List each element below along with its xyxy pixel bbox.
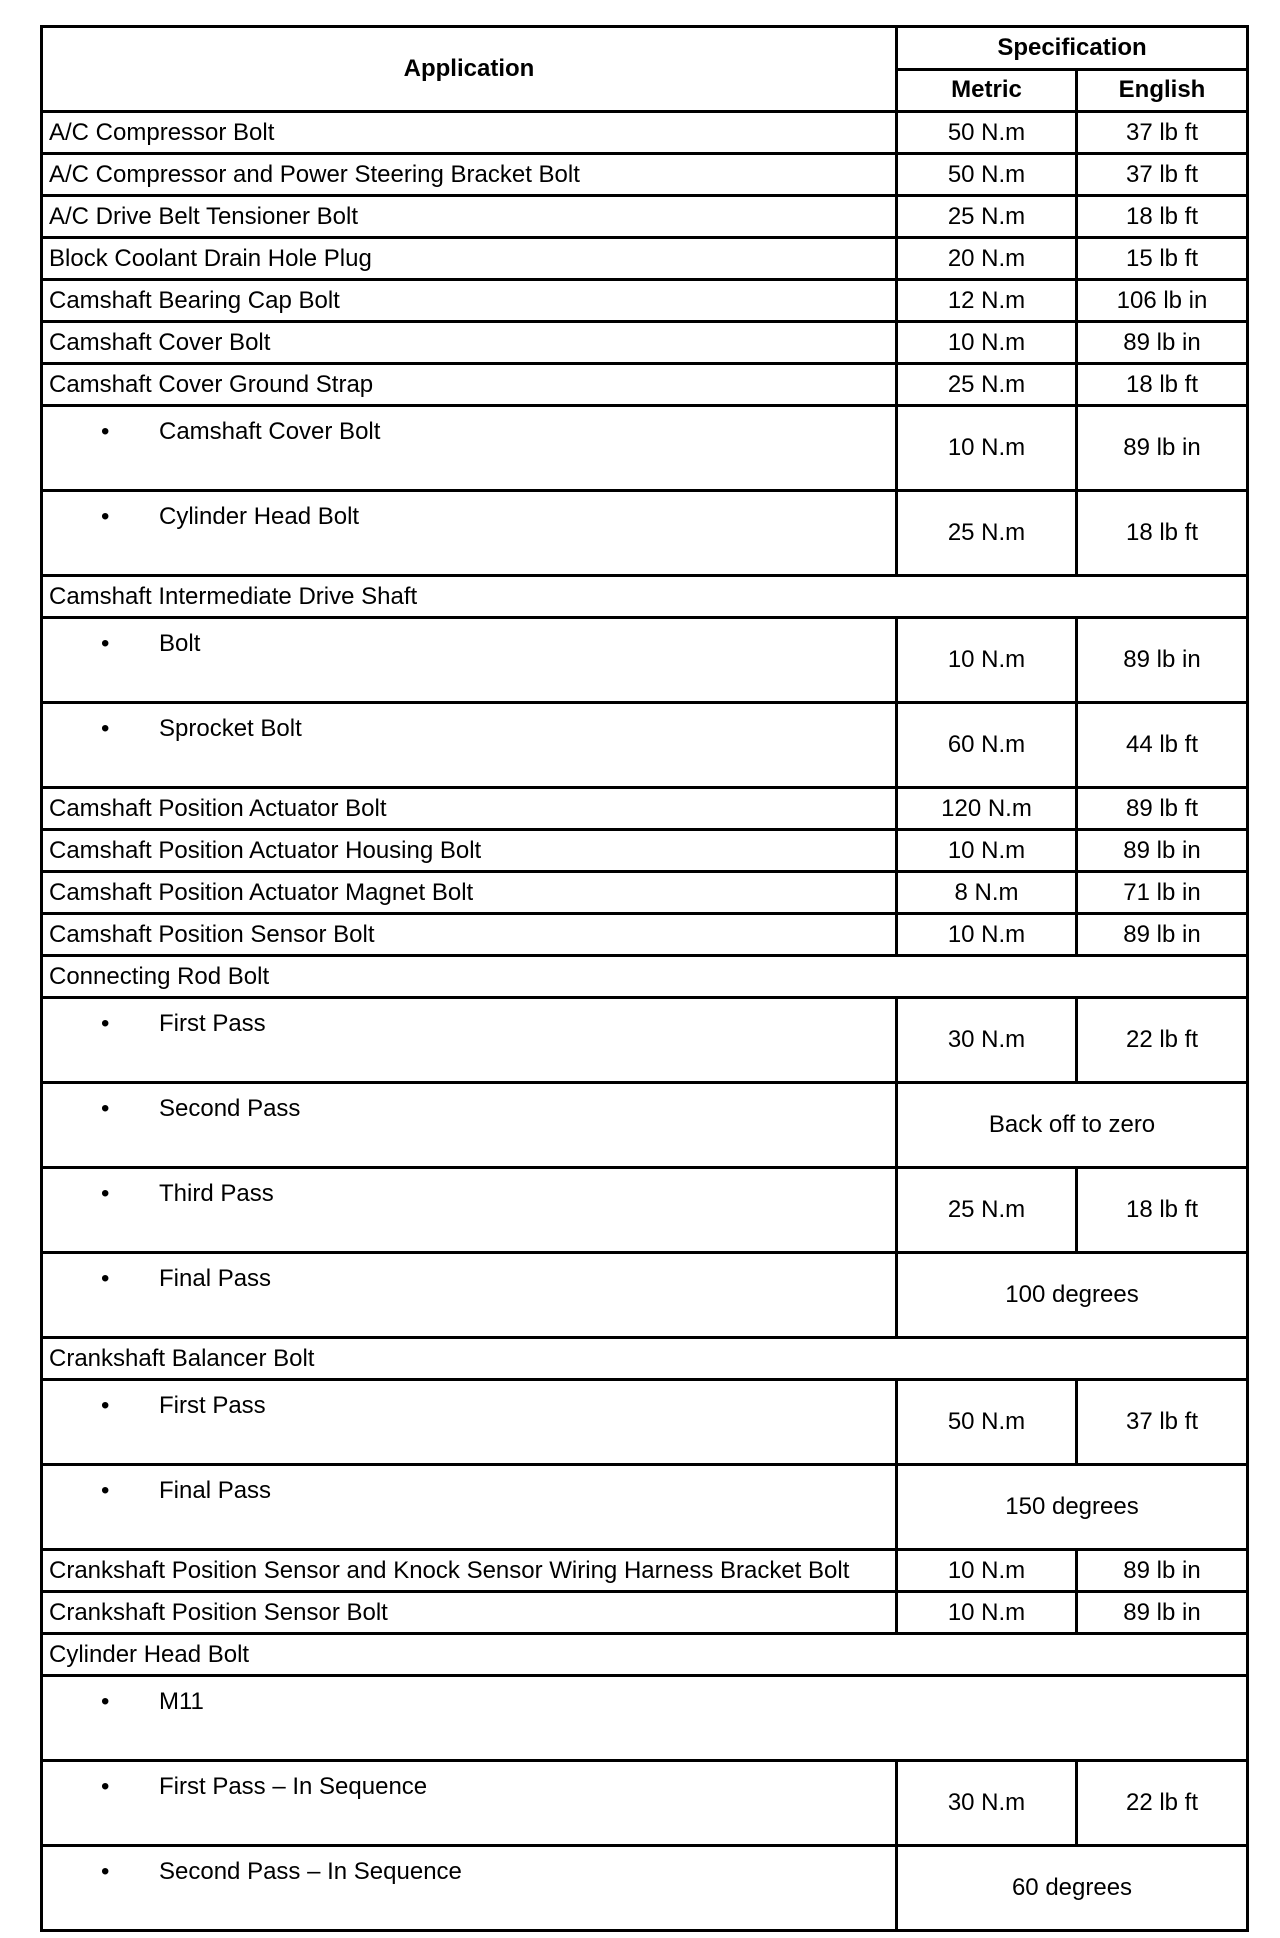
english-value: 89 lb in (1077, 1550, 1248, 1592)
application-label: Bolt (159, 630, 201, 657)
english-value: 89 lb in (1077, 618, 1248, 703)
metric-value: 10 N.m (897, 830, 1077, 872)
application-cell: A/C Drive Belt Tensioner Bolt (42, 196, 897, 238)
table-row (42, 1253, 1248, 1338)
metric-value: 10 N.m (897, 322, 1077, 364)
english-value: 37 lb ft (1077, 112, 1248, 154)
spec-value: Back off to zero (897, 1083, 1248, 1168)
metric-value: 50 N.m (897, 154, 1077, 196)
application-cell: A/C Compressor Bolt (42, 112, 897, 154)
english-header: English (1077, 69, 1248, 112)
table-row (42, 956, 1248, 998)
table-body (42, 112, 1248, 1931)
metric-value: 20 N.m (897, 238, 1077, 280)
bullet-icon: • (101, 1477, 110, 1504)
metric-value: 10 N.m (897, 406, 1077, 491)
table-row (42, 1676, 1248, 1761)
english-value: 89 lb in (1077, 406, 1248, 491)
english-value: 37 lb ft (1077, 154, 1248, 196)
metric-value: 8 N.m (897, 872, 1077, 914)
table-row (42, 1380, 1248, 1465)
english-value: 18 lb ft (1077, 1168, 1248, 1253)
table-row (42, 1168, 1248, 1253)
application-cell (42, 1083, 897, 1168)
application-label: Third Pass (159, 1180, 274, 1207)
application-label: Final Pass (159, 1265, 272, 1292)
english-value: 89 lb in (1077, 914, 1248, 956)
bullet-icon: • (101, 1010, 110, 1037)
application-cell (42, 1846, 897, 1931)
english-value: 89 lb ft (1077, 788, 1248, 830)
table-row (42, 872, 1248, 914)
table-row (42, 364, 1248, 406)
table-row (42, 914, 1248, 956)
english-value: 22 lb ft (1077, 998, 1248, 1083)
table-row (42, 998, 1248, 1083)
table-row (42, 618, 1248, 703)
application-label: First Pass – In Sequence (159, 1773, 428, 1800)
bullet-icon: • (101, 715, 110, 742)
table-row (42, 1592, 1248, 1634)
application-cell (42, 1253, 897, 1338)
application-cell: Block Coolant Drain Hole Plug (42, 238, 897, 280)
english-value: 44 lb ft (1077, 703, 1248, 788)
metric-value: 25 N.m (897, 491, 1077, 576)
application-cell: Camshaft Bearing Cap Bolt (42, 280, 897, 322)
application-label: M11 (159, 1688, 204, 1715)
metric-header: Metric (897, 69, 1077, 112)
application-cell: Camshaft Cover Ground Strap (42, 364, 897, 406)
application-cell (42, 406, 897, 491)
table-row (42, 280, 1248, 322)
application-cell (42, 1676, 1248, 1761)
table-row (42, 491, 1248, 576)
application-cell: Cylinder Head Bolt (42, 1634, 1248, 1676)
metric-value: 25 N.m (897, 364, 1077, 406)
table-row (42, 1761, 1248, 1846)
table-row (42, 1338, 1248, 1380)
application-cell (42, 618, 897, 703)
table-row (42, 322, 1248, 364)
application-label: First Pass (159, 1010, 266, 1037)
table-row (42, 112, 1248, 154)
english-value: 18 lb ft (1077, 364, 1248, 406)
metric-value: 50 N.m (897, 1380, 1077, 1465)
table-header (42, 27, 1248, 112)
metric-value: 50 N.m (897, 112, 1077, 154)
metric-value: 30 N.m (897, 1761, 1077, 1846)
metric-value: 25 N.m (897, 1168, 1077, 1253)
application-label: Second Pass – In Sequence (159, 1858, 462, 1885)
application-cell: Camshaft Intermediate Drive Shaft (42, 576, 1248, 618)
application-cell: Crankshaft Position Sensor Bolt (42, 1592, 897, 1634)
metric-value: 10 N.m (897, 1592, 1077, 1634)
metric-value: 10 N.m (897, 618, 1077, 703)
application-cell (42, 1761, 897, 1846)
application-cell (42, 703, 897, 788)
english-value: 89 lb in (1077, 1592, 1248, 1634)
table-row (42, 1083, 1248, 1168)
application-cell: A/C Compressor and Power Steering Bracket Bolt (42, 154, 897, 196)
torque-spec-table (40, 25, 1249, 1932)
metric-value: 25 N.m (897, 196, 1077, 238)
metric-value: 60 N.m (897, 703, 1077, 788)
table-row (42, 576, 1248, 618)
table-row (42, 1634, 1248, 1676)
table-row (42, 238, 1248, 280)
bullet-icon: • (101, 1688, 110, 1715)
application-cell: Crankshaft Position Sensor and Knock Sensor Wiring Harness Bracket Bolt (42, 1550, 897, 1592)
application-cell: Camshaft Position Sensor Bolt (42, 914, 897, 956)
english-value: 106 lb in (1077, 280, 1248, 322)
application-cell: Crankshaft Balancer Bolt (42, 1338, 1248, 1380)
metric-value: 30 N.m (897, 998, 1077, 1083)
application-cell (42, 1380, 897, 1465)
application-cell: Camshaft Position Actuator Magnet Bolt (42, 872, 897, 914)
application-label: Sprocket Bolt (159, 715, 302, 742)
application-label: Cylinder Head Bolt (159, 503, 360, 530)
english-value: 18 lb ft (1077, 491, 1248, 576)
table-row (42, 703, 1248, 788)
metric-value: 10 N.m (897, 914, 1077, 956)
table-row (42, 196, 1248, 238)
application-label: First Pass (159, 1392, 266, 1419)
english-value: 89 lb in (1077, 830, 1248, 872)
bullet-icon: • (101, 1095, 110, 1122)
spec-value: 60 degrees (897, 1846, 1248, 1931)
application-cell (42, 1465, 897, 1550)
table-row (42, 406, 1248, 491)
english-value: 22 lb ft (1077, 1761, 1248, 1846)
metric-value: 10 N.m (897, 1550, 1077, 1592)
table-row (42, 1846, 1248, 1931)
specification-header: Specification (897, 27, 1248, 70)
application-cell (42, 491, 897, 576)
metric-value: 120 N.m (897, 788, 1077, 830)
application-cell (42, 998, 897, 1083)
application-label: Second Pass (159, 1095, 301, 1122)
bullet-icon: • (101, 1392, 110, 1419)
english-value: 15 lb ft (1077, 238, 1248, 280)
english-value: 89 lb in (1077, 322, 1248, 364)
table-row (42, 1550, 1248, 1592)
english-value: 71 lb in (1077, 872, 1248, 914)
table-row (42, 788, 1248, 830)
application-cell: Camshaft Position Actuator Bolt (42, 788, 897, 830)
metric-value: 12 N.m (897, 280, 1077, 322)
application-cell: Connecting Rod Bolt (42, 956, 1248, 998)
application-cell: Camshaft Position Actuator Housing Bolt (42, 830, 897, 872)
application-cell: Camshaft Cover Bolt (42, 322, 897, 364)
table-row (42, 830, 1248, 872)
application-header: Application (42, 27, 897, 112)
bullet-icon: • (101, 418, 110, 445)
english-value: 37 lb ft (1077, 1380, 1248, 1465)
bullet-icon: • (101, 1265, 110, 1292)
spec-value: 100 degrees (897, 1253, 1248, 1338)
application-label: Camshaft Cover Bolt (159, 418, 381, 445)
table-row (42, 154, 1248, 196)
application-cell (42, 1168, 897, 1253)
bullet-icon: • (101, 630, 110, 657)
spec-value: 150 degrees (897, 1465, 1248, 1550)
table-row (42, 1465, 1248, 1550)
application-label: Final Pass (159, 1477, 272, 1504)
bullet-icon: • (101, 1773, 110, 1800)
bullet-icon: • (101, 503, 110, 530)
english-value: 18 lb ft (1077, 196, 1248, 238)
bullet-icon: • (101, 1180, 110, 1207)
bullet-icon: • (101, 1858, 110, 1885)
